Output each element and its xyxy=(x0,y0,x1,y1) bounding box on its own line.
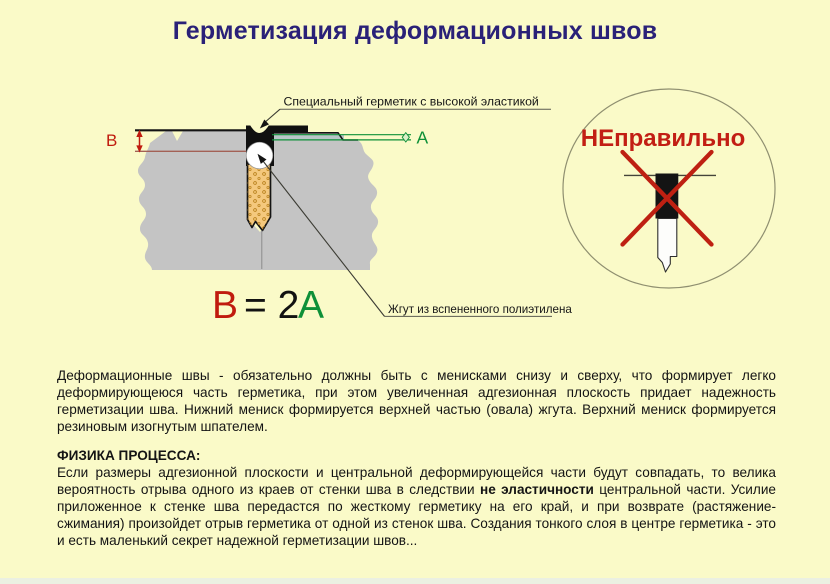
body-text xyxy=(57,368,776,550)
dimension-a-diamond xyxy=(402,133,409,142)
sealant-callout xyxy=(260,95,551,129)
formula-a: A xyxy=(298,284,325,327)
paragraph-physics-pre: Если размеры адгезионной плоскости и центральной деформирующейся части будут совпадать, то велика вероятность отрыва одного из краев от стенки шва в следствии xyxy=(57,464,776,497)
thin-sealant-layer xyxy=(272,135,344,140)
formula-text xyxy=(212,284,324,327)
wrong-example xyxy=(563,89,775,288)
joint-cross-section xyxy=(135,125,378,270)
paragraph-joints: Деформационные швы - обязательно должны быть с менисками снизу и сверху, что формирует легко деформирующеюся часть герметика, при этом увеличенная адгезионная плоскость придает надежность герметизации шва. Нижний мениск формируется верхней частью (овала) жгута. Верхний мениск формируется резиновым изогнутым шпателем. xyxy=(57,368,776,434)
paragraph-physics xyxy=(57,465,776,550)
formula-equals-two: = 2 xyxy=(244,284,300,327)
foam-cord-dots xyxy=(248,164,271,231)
dimension-a-label: A xyxy=(416,127,429,148)
bottom-strip xyxy=(0,578,830,584)
wrong-joint-body xyxy=(658,219,677,273)
wrong-label: НЕправильно xyxy=(580,125,746,152)
cord-callout-label: Жгут из вспененного полиэтилена xyxy=(388,303,572,316)
sealant-callout-label: Специальный герметик с высокой эластикой xyxy=(283,94,539,109)
formula xyxy=(212,284,324,327)
physics-heading: ФИЗИКА ПРОЦЕССА: xyxy=(57,447,201,463)
formula-b: B xyxy=(212,284,239,327)
paragraph-physics-bold: не эластичности xyxy=(479,481,594,497)
paragraph-physics-post: центральной части. Усилие приложенное к стенке шва передастся по жесткому герметику на его край, и при возврате (растяжение-сжимания) произойдет отрыв герметика от одной из стенок шва. Создания тонкого слоя в центре герметика - это и есть маленький секрет надежной герметизации швов... xyxy=(57,481,776,548)
dimension-b xyxy=(106,130,143,153)
page-title: Герметизация деформационных швов xyxy=(172,17,658,45)
dimension-b-label: B xyxy=(106,131,118,150)
